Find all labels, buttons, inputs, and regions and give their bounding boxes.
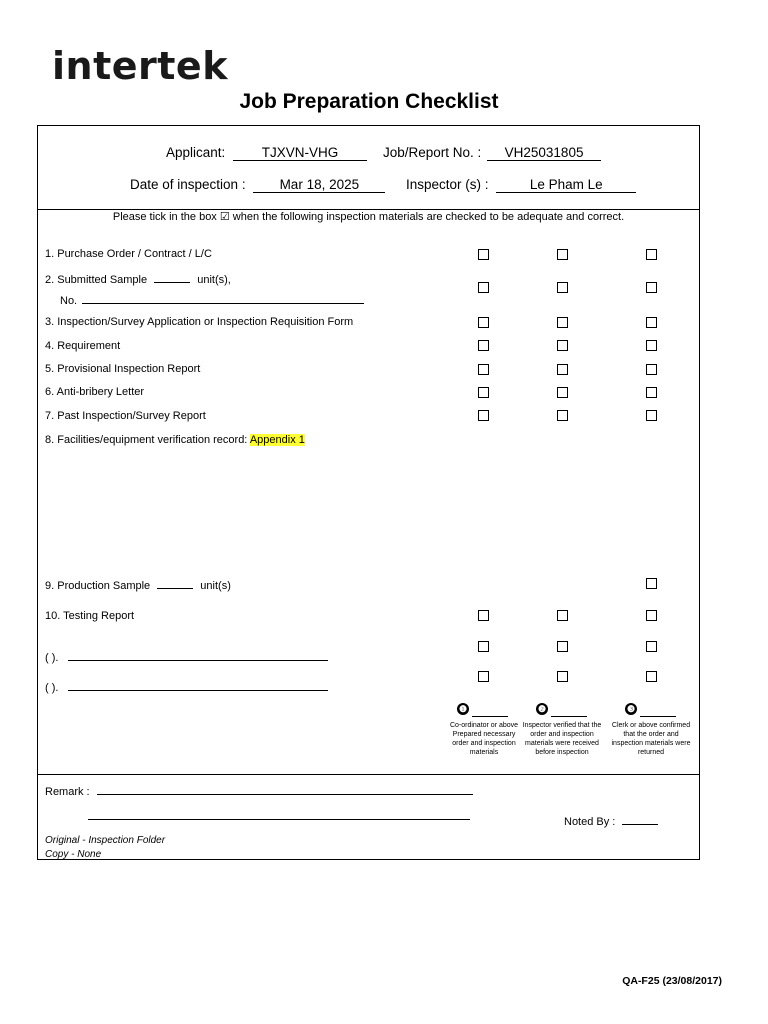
item-2-label: 2. Submitted Sample xyxy=(45,274,148,286)
item-5: 5. Provisional Inspection Report xyxy=(45,363,201,375)
item-2-unit: unit(s), xyxy=(197,274,231,286)
checkbox[interactable] xyxy=(478,282,489,293)
date-row xyxy=(130,177,385,193)
form-code: QA-F25 (23/08/2017) xyxy=(622,975,722,987)
item-blank-b xyxy=(45,680,328,694)
column-1-signature-line[interactable] xyxy=(472,716,508,717)
checkbox[interactable] xyxy=(557,410,568,421)
checkbox[interactable] xyxy=(646,610,657,621)
checkbox[interactable] xyxy=(646,249,657,260)
item-8 xyxy=(45,434,305,446)
checkbox[interactable] xyxy=(478,364,489,375)
noted-by-line[interactable] xyxy=(622,814,658,825)
checkbox[interactable] xyxy=(557,610,568,621)
production-count-blank[interactable] xyxy=(157,578,193,589)
checkbox[interactable] xyxy=(557,641,568,652)
original-note: Original - Inspection Folder xyxy=(45,835,166,846)
inspector-value: Le Pham Le xyxy=(496,177,636,193)
remark-line-2[interactable] xyxy=(88,809,470,820)
checkbox[interactable] xyxy=(646,578,657,589)
checkbox[interactable] xyxy=(646,340,657,351)
checkbox[interactable] xyxy=(478,641,489,652)
item-9-label: 9. Production Sample xyxy=(45,580,151,592)
applicant-value: TJXVN-VHG xyxy=(233,145,367,161)
checkbox[interactable] xyxy=(478,340,489,351)
item-9 xyxy=(45,578,231,592)
item-blank-b-line[interactable] xyxy=(68,680,328,691)
applicant-row xyxy=(166,145,367,161)
remark-label: Remark : xyxy=(45,786,90,798)
checkbox[interactable] xyxy=(646,641,657,652)
remark-line-1[interactable] xyxy=(97,784,473,795)
intertek-logo: intertek xyxy=(52,44,228,88)
item-2 xyxy=(45,272,231,286)
column-1-badge: ❶ xyxy=(458,704,468,714)
applicant-label: Applicant: xyxy=(166,145,226,160)
checkbox[interactable] xyxy=(557,249,568,260)
date-label: Date of inspection : xyxy=(130,177,246,192)
checkbox[interactable] xyxy=(646,317,657,328)
checkbox[interactable] xyxy=(646,282,657,293)
checkbox[interactable] xyxy=(557,340,568,351)
item-7: 7. Past Inspection/Survey Report xyxy=(45,410,206,422)
job-label: Job/Report No. : xyxy=(383,145,482,160)
item-blank-b-label: ( ). xyxy=(45,682,59,694)
checkbox[interactable] xyxy=(478,410,489,421)
checkbox[interactable] xyxy=(646,364,657,375)
item-blank-a-label: ( ). xyxy=(45,652,59,664)
item-8-label: 8. Facilities/equipment verification record: xyxy=(45,434,248,446)
checkbox[interactable] xyxy=(557,387,568,398)
inspector-row xyxy=(406,177,636,193)
item-2-no-label: No. xyxy=(60,295,78,307)
item-3: 3. Inspection/Survey Application or Inspection Requisition Form xyxy=(45,316,354,328)
inspector-label: Inspector (s) : xyxy=(406,177,489,192)
checkbox[interactable] xyxy=(478,387,489,398)
job-value: VH25031805 xyxy=(487,145,601,161)
item-2-no xyxy=(60,293,364,307)
checkbox[interactable] xyxy=(557,364,568,375)
noted-by-label: Noted By : xyxy=(564,816,616,828)
checkbox[interactable] xyxy=(557,282,568,293)
column-3-signature-line[interactable] xyxy=(640,716,676,717)
instruction-text: Please tick in the box ☑ when the following inspection materials are checked to be adequate and correct. xyxy=(112,211,625,223)
item-9-unit: unit(s) xyxy=(200,580,231,592)
checkbox[interactable] xyxy=(478,671,489,682)
checkbox[interactable] xyxy=(646,410,657,421)
date-value: Mar 18, 2025 xyxy=(253,177,385,193)
checkbox[interactable] xyxy=(478,610,489,621)
checkbox[interactable] xyxy=(557,671,568,682)
remark-divider xyxy=(37,774,700,775)
job-row xyxy=(383,145,601,161)
item-1: 1. Purchase Order / Contract / L/C xyxy=(45,248,212,260)
sample-count-blank[interactable] xyxy=(154,272,190,283)
column-2-role: Inspector verified that the order and inspection materials were received before inspection xyxy=(522,722,602,756)
column-3-role: Clerk or above confirmed that the order and inspection materials were returned xyxy=(611,722,691,756)
item-10: 10. Testing Report xyxy=(45,610,135,622)
remark-row xyxy=(45,784,473,798)
column-2-badge: ❷ xyxy=(537,704,547,714)
noted-by-row xyxy=(564,814,658,828)
checkbox[interactable] xyxy=(557,317,568,328)
sample-no-blank[interactable] xyxy=(82,293,364,304)
page-title: Job Preparation Checklist xyxy=(239,90,499,113)
column-2-signature-line[interactable] xyxy=(551,716,587,717)
item-6: 6. Anti-bribery Letter xyxy=(45,386,145,398)
item-4: 4. Requirement xyxy=(45,340,121,352)
item-blank-a-line[interactable] xyxy=(68,650,328,661)
column-3-badge: ❸ xyxy=(626,704,636,714)
item-blank-a xyxy=(45,650,328,664)
checkbox[interactable] xyxy=(646,671,657,682)
appendix-link[interactable]: Appendix 1 xyxy=(249,434,305,446)
checkbox[interactable] xyxy=(646,387,657,398)
checkbox[interactable] xyxy=(478,317,489,328)
copy-note: Copy - None xyxy=(45,849,102,860)
column-1-role: Co-ordinator or above Prepared necessary order and inspection materials xyxy=(449,722,519,756)
checkbox[interactable] xyxy=(478,249,489,260)
